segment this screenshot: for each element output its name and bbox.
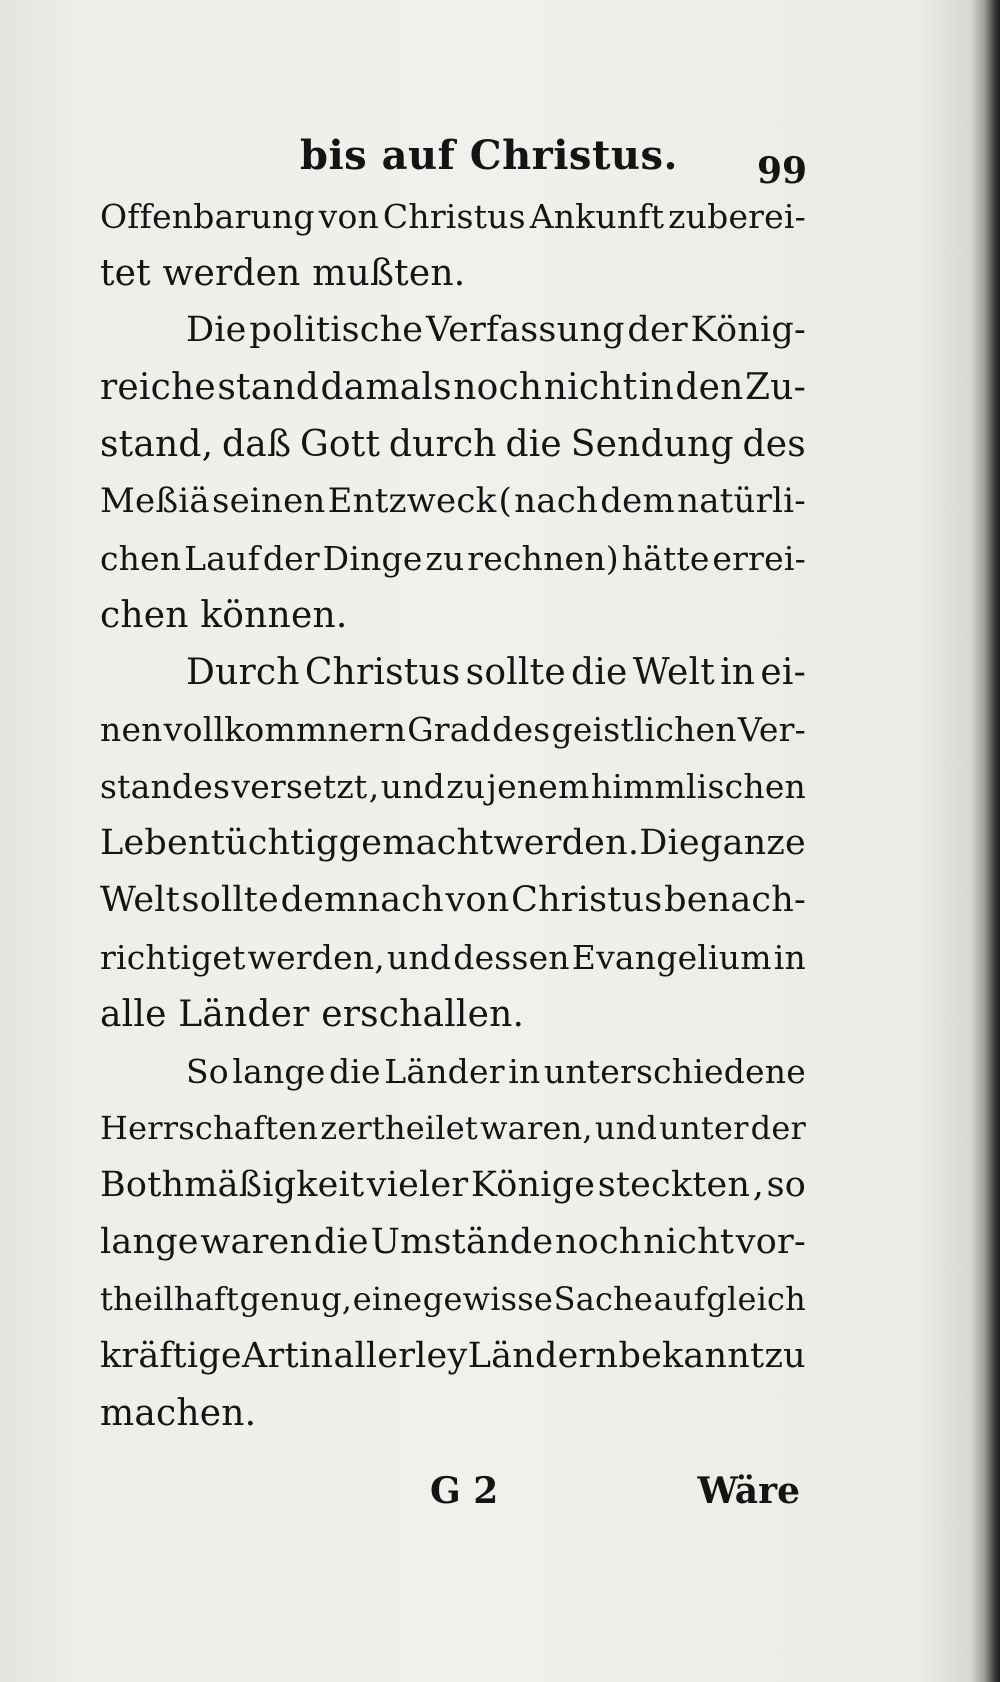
body-text <box>100 188 806 1442</box>
text-line: Herrschaften zertheilet waren, und unter der <box>100 1109 806 1147</box>
text-line: richtiget werden, und dessen Evangelium in <box>100 938 806 977</box>
paragraph-2 <box>100 302 806 644</box>
text-line: Bothmäßigkeit vieler Könige steckten , so <box>100 1165 806 1205</box>
text-line: Offenbarung von Christus Ankunft zuberei- <box>100 197 806 236</box>
page-number: 99 <box>757 150 808 192</box>
page-edge-shadow <box>984 0 1000 1682</box>
text-line: standes versetzt , und zu jenem himmlischen <box>100 767 806 806</box>
text-line: Durch Christus sollte die Welt in ei- <box>186 652 806 693</box>
text-line: reiche stand damals noch nicht in den Zu- <box>100 367 806 408</box>
text-line: tet werden mußten. <box>100 253 466 294</box>
text-line: Meßiä seinen Entzweck ( nach dem natürli- <box>100 481 806 521</box>
text-line: Welt sollte demnach von Christus benach- <box>100 880 806 920</box>
text-line: So lange die Länder in unterschiedene <box>186 1052 806 1091</box>
paragraph-1 <box>100 188 806 302</box>
text-line: chen Lauf der Dinge zu rechnen) hätte errei- <box>100 539 806 578</box>
text-line: alle Länder erschallen. <box>100 994 525 1035</box>
running-title: bis auf Christus. <box>300 132 678 179</box>
page-header <box>100 118 810 192</box>
signature-mark: G 2 <box>430 1470 499 1512</box>
text-line: machen. <box>100 1393 257 1434</box>
text-line: chen können. <box>100 595 348 636</box>
paragraph-4 <box>100 1043 806 1442</box>
text-line: theilhaft genug, eine gewisse Sache auf gleich <box>100 1280 806 1318</box>
page-footer <box>100 1470 806 1530</box>
paragraph-3 <box>100 644 806 1043</box>
text-line: stand, daß Gott durch die Sendung des <box>100 424 806 465</box>
text-line: nen vollkommnern Grad des geistlichen Ver- <box>100 710 806 749</box>
catchword: Wäre <box>697 1470 800 1512</box>
text-line: kräftige Art in allerley Ländern bekannt zu <box>100 1336 806 1376</box>
text-line: Leben tüchtig gemacht werden. Die ganze <box>100 823 806 863</box>
text-line: lange waren die Umstände noch nicht vor- <box>100 1222 806 1262</box>
text-line: Die politische Verfassung der König- <box>186 310 806 350</box>
